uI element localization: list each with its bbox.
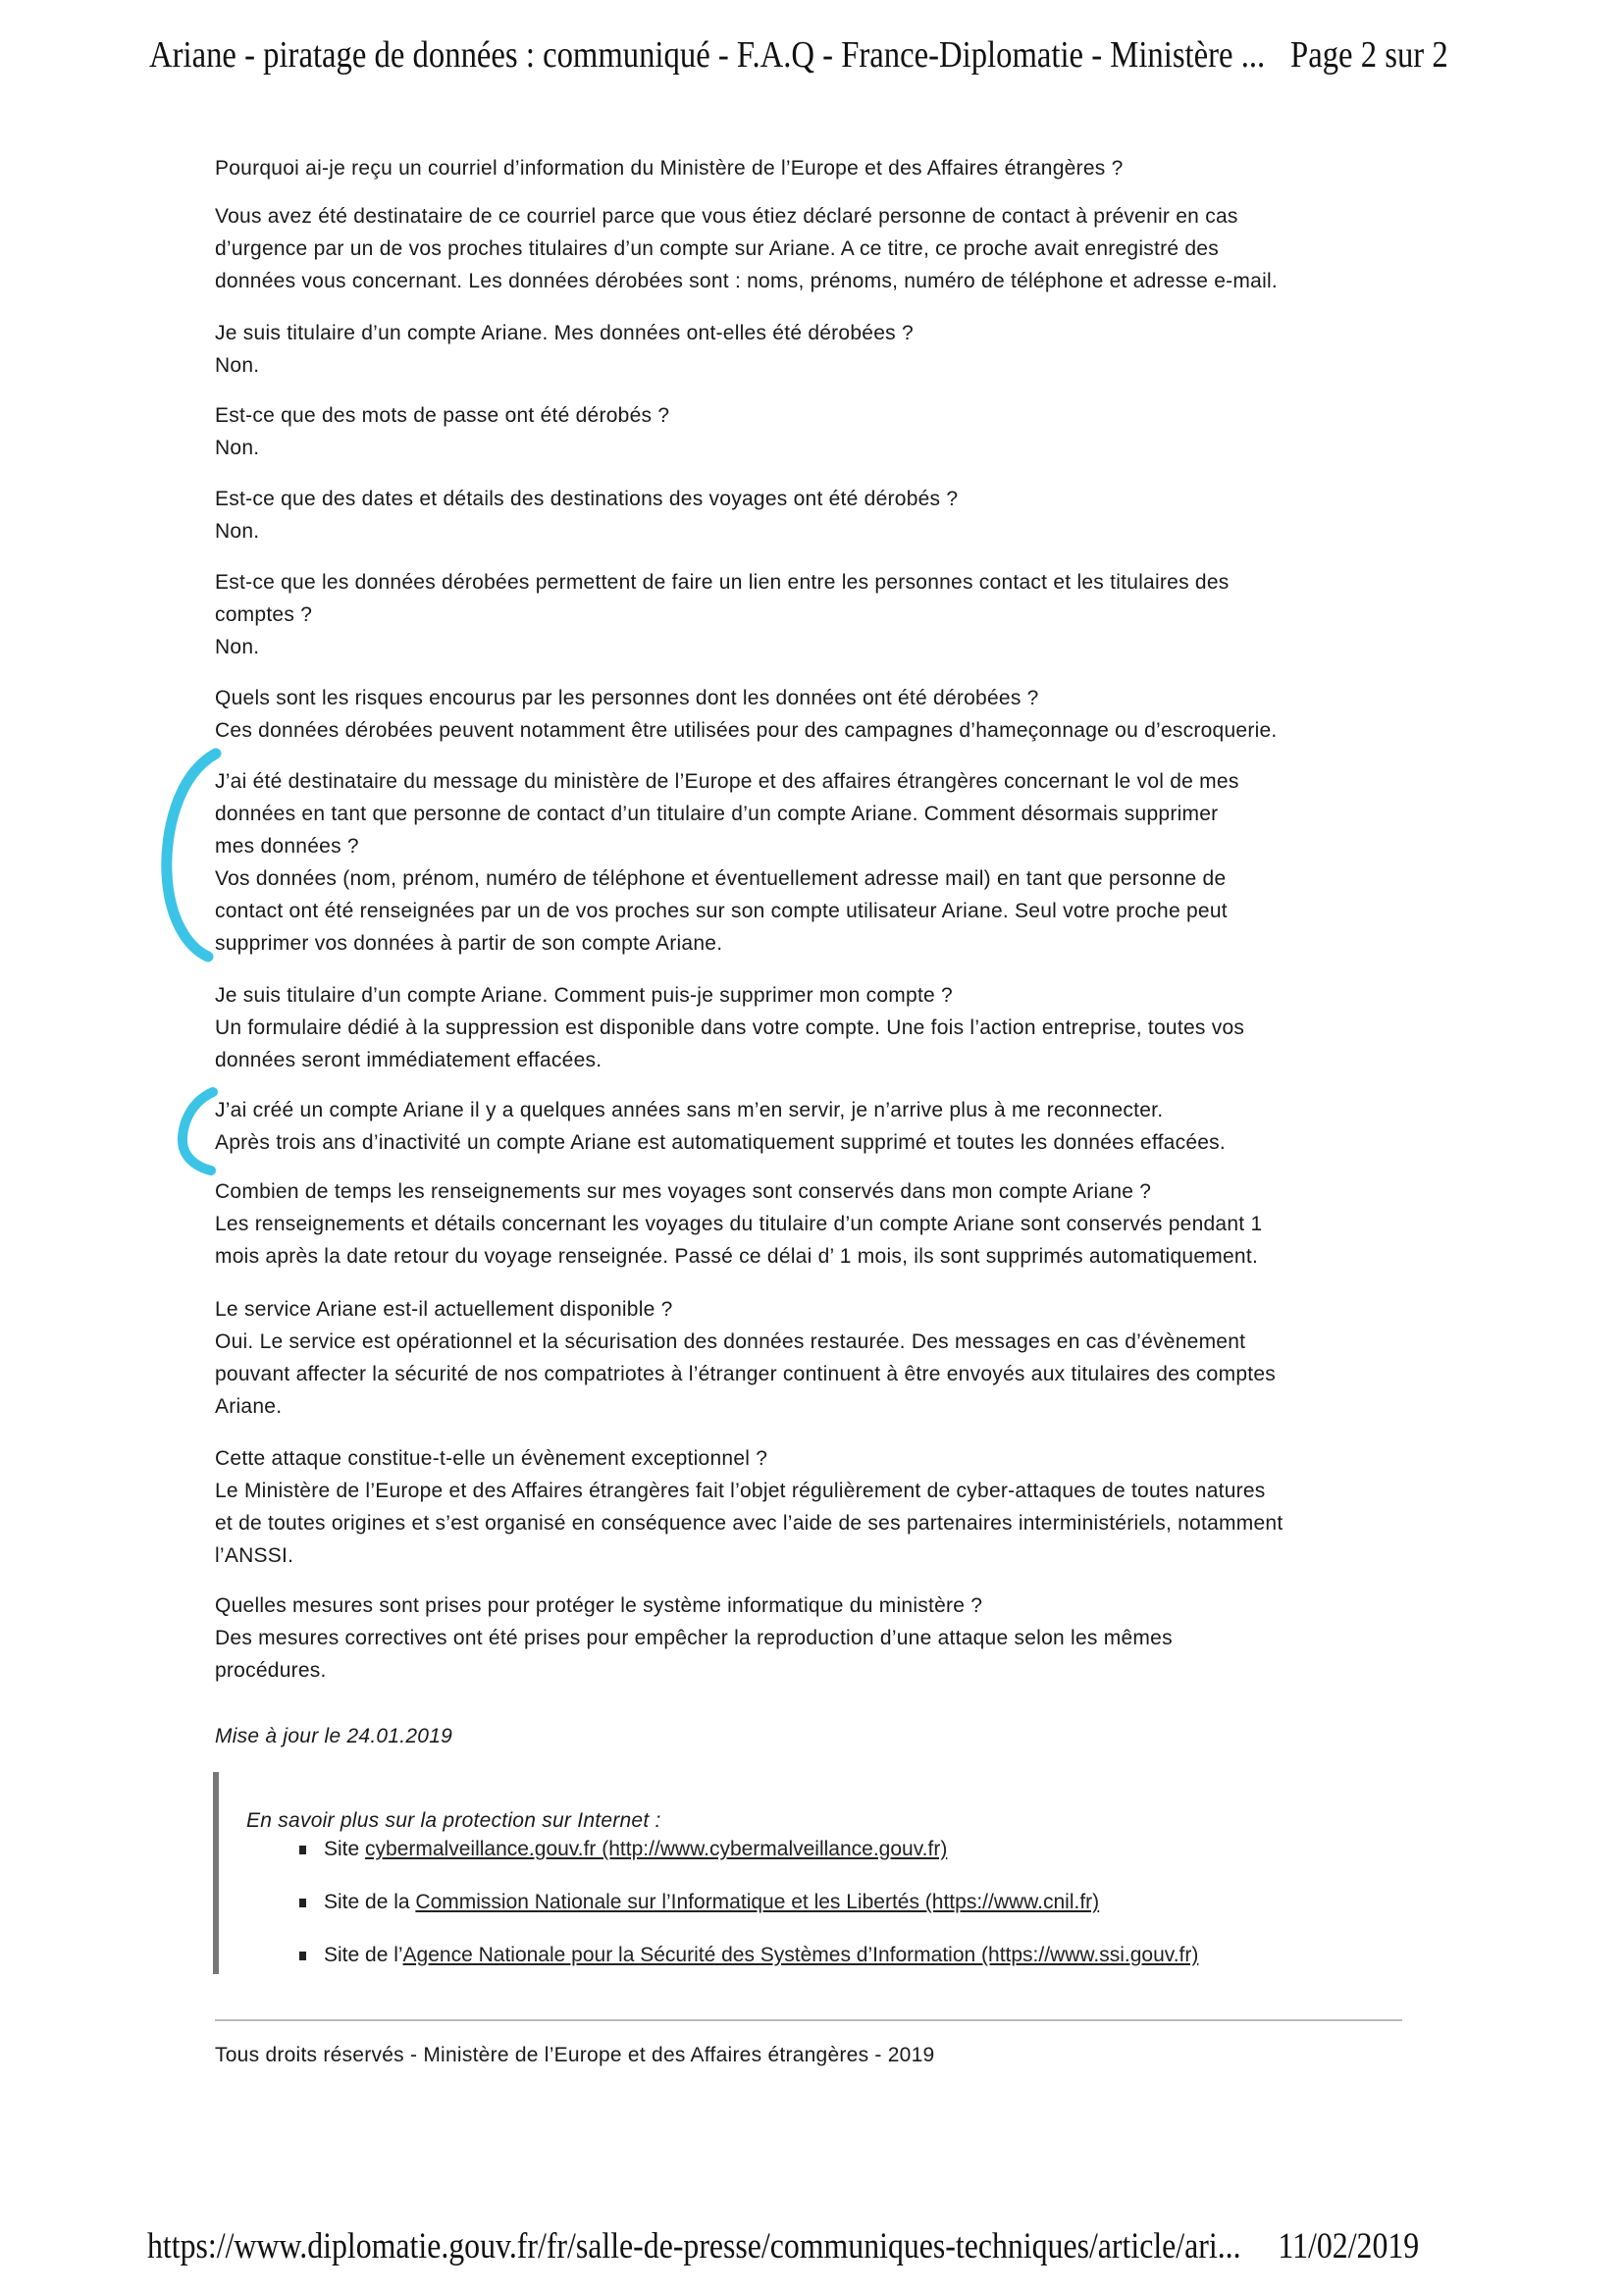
faq-answer: données seront immédiatement effacées.	[215, 1049, 602, 1071]
print-date: 11/02/2019	[1278, 2226, 1420, 2266]
faq-item	[215, 1589, 1173, 1687]
faq-answer: mois après la date retour du voyage renseignée. Passé ce délai d’ 1 mois, ils sont supprimés automatiquement.	[215, 1245, 1259, 1268]
faq-item	[215, 1442, 1283, 1572]
link-anssi[interactable]: Agence Nationale pour la Sécurité des Systèmes d’Information (https://www.ssi.gouv.fr)	[402, 1944, 1199, 1966]
faq-answer: d’urgence par un de vos proches titulaires d’un compte sur Ariane. A ce titre, ce proche avait enregistré des	[215, 237, 1219, 260]
faq-item	[215, 152, 1278, 297]
page-title: Ariane - piratage de données : communiqué - F.A.Q - France-Diplomatie - Ministère ...	[149, 34, 1266, 76]
list-item	[299, 1944, 1198, 1967]
faq-answer: Ces données dérobées peuvent notamment être utilisées pour des campagnes d’hameçonnage ou d’escroquerie.	[215, 719, 1278, 742]
bullet-icon	[299, 1952, 306, 1960]
page-url: https://www.diplomatie.gouv.fr/fr/salle-de-presse/communiques-techniques/article/ari...	[147, 2226, 1241, 2266]
faq-item	[215, 979, 1244, 1076]
faq-answer: Non.	[215, 354, 260, 377]
bullet-icon	[299, 1899, 306, 1907]
faq-question: Est-ce que les données dérobées permettent de faire un lien entre les personnes contact et les titulaires des	[215, 571, 1230, 594]
faq-answer: Non.	[215, 520, 260, 543]
link-cybermalveillance[interactable]: cybermalveillance.gouv.fr (http://www.cybermalveillance.gouv.fr)	[365, 1838, 948, 1860]
faq-question: Cette attaque constitue-t-elle un évènement exceptionnel ?	[215, 1447, 768, 1470]
faq-answer: Un formulaire dédié à la suppression est disponible dans votre compte. Une fois l’action entreprise, toutes vos	[215, 1016, 1245, 1039]
faq-item	[215, 1094, 1226, 1159]
faq-question: Pourquoi ai-je reçu un courriel d’information du Ministère de l’Europe et des Affaires étrangères ?	[215, 157, 1124, 180]
faq-question: Combien de temps les renseignements sur mes voyages sont conservés dans mon compte Ariane ?	[215, 1180, 1152, 1203]
page-number: Page 2 sur 2	[1290, 34, 1448, 76]
faq-item	[215, 483, 958, 547]
faq-question: Le service Ariane est-il actuellement disponible ?	[215, 1298, 673, 1321]
faq-item	[215, 682, 1278, 747]
print-footer	[147, 2225, 1419, 2267]
faq-question: Est-ce que des mots de passe ont été dérobés ?	[215, 404, 670, 427]
faq-answer: Vous avez été destinataire de ce courriel parce que vous étiez déclaré personne de contact à prévenir en cas	[215, 205, 1238, 228]
faq-item	[215, 317, 914, 382]
faq-answer: supprimer vos données à partir de son compte Ariane.	[215, 932, 723, 955]
divider	[215, 2019, 1402, 2021]
faq-answer: données vous concernant. Les données dérobées sont : noms, prénoms, numéro de téléphone et adresse e-mail.	[215, 270, 1278, 292]
list-item	[299, 1891, 1099, 1914]
faq-answer: Oui. Le service est opérationnel et la sécurisation des données restaurée. Des messages en cas d’évènement	[215, 1330, 1246, 1353]
faq-question: Est-ce que des dates et détails des destinations des voyages ont été dérobés ?	[215, 488, 959, 510]
faq-item	[215, 1175, 1262, 1273]
faq-item	[215, 1293, 1276, 1423]
item-prefix: Site	[324, 1838, 366, 1860]
copyright: Tous droits réservés - Ministère de l’Europe et des Affaires étrangères - 2019	[215, 2044, 935, 2066]
faq-answer: et de toutes origines et s’est organisé en conséquence avec l’aide de ses partenaires interministériels, notamment	[215, 1512, 1283, 1535]
faq-answer: Non.	[215, 437, 260, 459]
faq-question: Quelles mesures sont prises pour protéger le système informatique du ministère ?	[215, 1594, 983, 1617]
faq-item	[215, 765, 1239, 960]
faq-answer: l’ANSSI.	[215, 1544, 294, 1567]
faq-answer: contact ont été renseignées par un de vos proches sur son compte utilisateur Ariane. Seul votre proche peut	[215, 900, 1228, 922]
faq-answer: pouvant affecter la sécurité de nos compatriotes à l’étranger continuent à être envoyés aux titulaires des comptes	[215, 1363, 1277, 1385]
update-date: Mise à jour le 24.01.2019	[215, 1725, 453, 1747]
highlighter-bracket-mark	[147, 746, 226, 966]
info-box-heading: En savoir plus sur la protection sur Internet :	[246, 1809, 661, 1832]
print-header	[149, 33, 1448, 77]
faq-question: Je suis titulaire d’un compte Ariane. Comment puis-je supprimer mon compte ?	[215, 984, 953, 1007]
faq-answer: Non.	[215, 636, 260, 658]
faq-answer: Ariane.	[215, 1395, 283, 1418]
item-prefix: Site de l’	[324, 1944, 403, 1966]
bullet-icon	[299, 1846, 306, 1854]
faq-answer: Les renseignements et détails concernant les voyages du titulaire d’un compte Ariane sont conservés pendant 1	[215, 1213, 1263, 1235]
highlighter-bracket-mark	[162, 1084, 221, 1177]
info-box-bar	[213, 1772, 219, 1974]
faq-question: Quels sont les risques encourus par les personnes dont les données ont été dérobées ?	[215, 687, 1039, 709]
faq-answer: Vos données (nom, prénom, numéro de téléphone et éventuellement adresse mail) en tant que personne de	[215, 867, 1227, 890]
faq-answer: Le Ministère de l’Europe et des Affaires étrangères fait l’objet régulièrement de cyber-attaques de toutes natures	[215, 1480, 1266, 1502]
item-prefix: Site de la	[324, 1891, 416, 1913]
list-item	[299, 1838, 947, 1861]
faq-answer: procédures.	[215, 1659, 327, 1682]
faq-answer: Après trois ans d’inactivité un compte Ariane est automatiquement supprimé et toutes les données effacées.	[215, 1131, 1227, 1154]
faq-question: J’ai été destinataire du message du ministère de l’Europe et des affaires étrangères concernant le vol de mes	[215, 770, 1239, 793]
faq-question: données en tant que personne de contact d’un titulaire d’un compte Ariane. Comment désormais supprimer	[215, 803, 1219, 825]
faq-question: mes données ?	[215, 835, 359, 858]
faq-question: Je suis titulaire d’un compte Ariane. Mes données ont-elles été dérobées ?	[215, 322, 914, 344]
link-cnil[interactable]: Commission Nationale sur l’Informatique et les Libertés (https://www.cnil.fr)	[415, 1891, 1100, 1913]
faq-question: J’ai créé un compte Ariane il y a quelques années sans m’en servir, je n’arrive plus à me reconnecter.	[215, 1099, 1164, 1121]
faq-answer: Des mesures correctives ont été prises pour empêcher la reproduction d’une attaque selon les mêmes	[215, 1627, 1173, 1649]
faq-item	[215, 399, 669, 464]
faq-question: comptes ?	[215, 603, 313, 626]
faq-item	[215, 566, 1230, 663]
